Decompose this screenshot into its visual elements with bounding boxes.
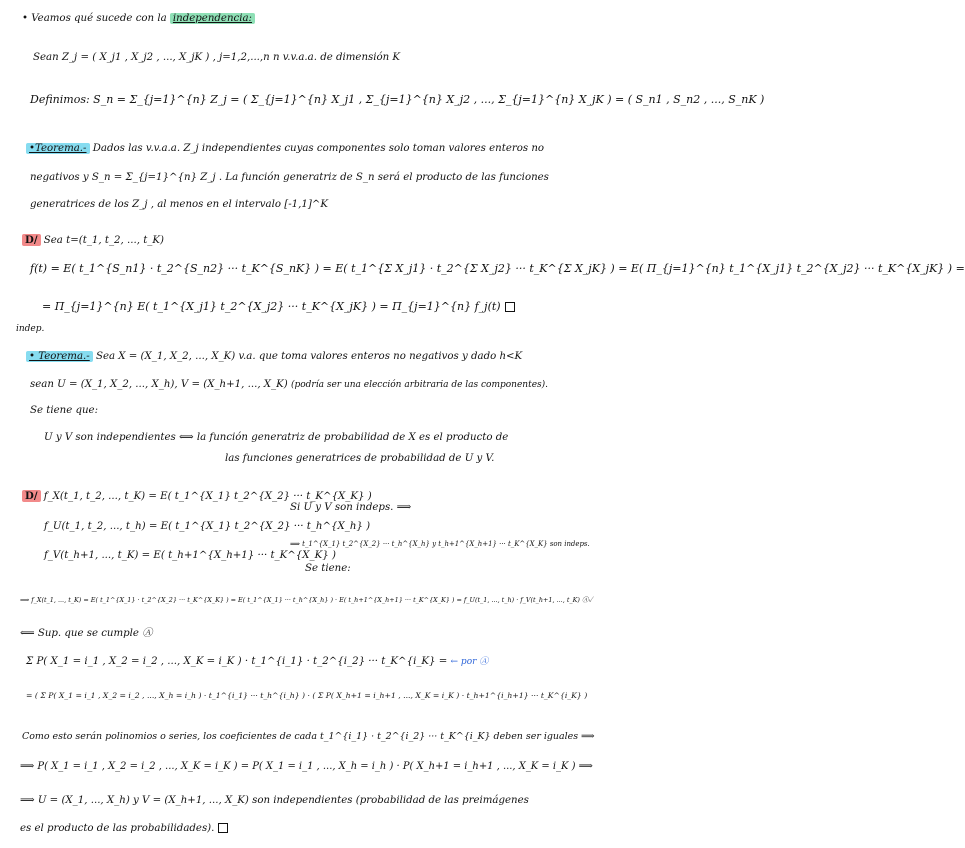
note-fragment: ← por Ⓐ [450,657,489,667]
note-fragment: ⟹ U = (X_1, ..., X_h) y V = (X_h+1, ..., X_K) son independientes (probabilidad de las preimágenes [20,795,529,806]
note-fragment: Sea X = (X_1, X_2, ..., X_K) v.a. que toma valores enteros no negativos y dado h<K [92,351,523,362]
note-fragment [505,302,515,312]
note-fragment: indep. [16,324,45,334]
note-line-l22 [20,593,593,607]
note-fragment: es el producto de las probabilidades). [20,823,215,834]
note-line-l23 [20,627,152,641]
note-line-l7 [22,233,164,248]
note-line-l4 [26,142,544,156]
note-line-l5 [30,171,549,185]
note-line-l29 [20,822,228,836]
note-fragment: negativos y S_n = Σ_{j=1}^{n} Z_j . La función generatriz de S_n será el producto de las funciones [30,172,549,183]
note-fragment: •Teorema.- [26,143,90,154]
note-fragment: (podría ser una elección arbitraria de las componentes). [290,380,549,390]
note-fragment: f_V(t_h+1, ..., t_K) = E( t_h+1^{X_h+1} ··· t_K^{X_K} ) [44,550,336,561]
note-line-l12 [30,378,548,392]
note-fragment: D/ [22,234,41,246]
note-fragment: Se tiene: [305,563,351,574]
note-line-l27 [20,760,593,774]
note-fragment: = Π_{j=1}^{n} E( t_1^{X_j1} t_2^{X_j2} ··· t_K^{X_jK} ) = Π_{j=1}^{n} f_j(t) [42,300,501,313]
note-line-l6 [30,198,328,212]
note-fragment: Como esto serán polinomios o series, los coeficientes de cada t_1^{i_1} · t_2^{i_2} ··· t_K^{i_K} deben ser iguales ⟹ [22,731,595,742]
note-fragment: U y V son independientes ⟺ la función generatriz de probabilidad de X es el producto de [44,432,509,443]
note-fragment: • Teorema.- [26,351,93,362]
note-line-l9 [42,300,515,315]
note-line-l14 [44,431,508,445]
note-line-l11 [26,350,522,364]
note-fragment: ⟹ t_1^{X_1} t_2^{X_2} ··· t_h^{X_h} y t_h+1^{X_h+1} ··· t_K^{X_K} son indeps. [290,540,590,548]
note-fragment: Definimos: S_n = Σ_{j=1}^{n} Z_j = ( Σ_{j=1}^{n} X_j1 , Σ_{j=1}^{n} X_j2 , ..., Σ_{j=1}^{n} X_jK ) = ( S_n1 , S_n2 , ..., S_nK ) [30,93,765,106]
note-line-l20 [44,549,336,563]
note-line-l1 [22,12,255,26]
note-fragment: f_X(t_1, t_2, ..., t_K) = E( t_1^{X_1} t_2^{X_2} ··· t_K^{X_K} ) [40,491,372,502]
note-fragment: ⟸ Sup. que se cumple Ⓐ [20,628,153,639]
note-line-l21 [305,562,351,576]
note-fragment: = ( Σ P( X_1 = i_1 , X_2 = i_2 , ..., X_h = i_h ) · t_1^{i_1} ··· t_h^{i_h} ) · ( Σ P( X_h+1 = i_h+1 , ..., X_K = i_K ) · t_h+1^{i_h+1} ··· t_K^{i_K} ) [26,691,588,700]
note-fragment: Se tiene que: [30,405,98,416]
note-line-l28 [20,794,529,808]
note-fragment: generatrices de los Z_j , al menos en el intervalo [-1,1]^K [30,199,328,210]
note-fragment: Sea t=(t_1, t_2, ..., t_K) [40,235,164,246]
note-fragment: Si U y V son indeps. ⟹ [290,502,412,513]
note-fragment: las funciones generatrices de probabilidad de U y V. [225,453,495,464]
note-fragment: Dados las v.v.a.a. Z_j independientes cuyas componentes solo toman valores enteros no [89,143,545,154]
note-fragment: ⟹ f_X(t_1, ..., t_K) = E( t_1^{X_1} · t_2^{X_2} ··· t_K^{X_K} ) = E( t_1^{X_1} ··· t_h^{X_h} ) · E( t_h+1^{X_h+1} ··· t_K^{X_K} ) = f_U(t_1, ..., t_h) · f_V(t_h+1, ..., t_K) Ⓐ✓ [20,596,593,604]
note-fragment: f_U(t_1, t_2, ..., t_h) = E( t_1^{X_1} t_2^{X_2} ··· t_h^{X_h} ) [44,521,371,532]
note-line-l17 [290,501,411,515]
note-line-l15 [225,452,494,466]
note-fragment: f(t) = E( t_1^{S_n1} · t_2^{S_n2} ··· t_K^{S_nK} ) = E( t_1^{Σ X_j1} · t_2^{Σ X_j2} ··· t_K^{Σ X_jK} ) = E( Π_{j=1}^{n} t_1^{X_j1} t_2^{X_j2} ··· t_K^{X_jK} ) = [30,262,965,275]
note-fragment: Sean Z_j = ( X_j1 , X_j2 , ..., X_jK ) , j=1,2,...,n n v.v.a.a. de dimensión K [33,52,401,63]
note-line-l18 [44,520,370,534]
note-fragment [218,823,228,833]
note-line-l25 [26,689,587,703]
note-line-l8 [30,262,965,278]
note-line-l3 [30,93,764,109]
note-line-l26 [22,730,595,744]
note-fragment: D/ [22,490,41,502]
note-fragment: Σ P( X_1 = i_1 , X_2 = i_2 , ..., X_K = i_K ) · t_1^{i_1} · t_2^{i_2} ··· t_K^{i_K} = [26,656,451,667]
note-fragment: • Veamos qué sucede con la [22,13,170,24]
note-fragment: independencia: [170,13,255,24]
note-line-l10 [16,322,44,336]
note-line-l13 [30,404,98,418]
note-line-l24 [26,655,488,669]
note-fragment: ⟹ P( X_1 = i_1 , X_2 = i_2 , ..., X_K = i_K ) = P( X_1 = i_1 , ..., X_h = i_h ) · P( X_h+1 = i_h+1 , ..., X_K = i_K ) ⟹ [20,761,593,772]
note-fragment: sean U = (X_1, X_2, ..., X_h), V = (X_h+1, ..., X_K) [30,379,291,390]
note-line-l2 [33,51,400,65]
